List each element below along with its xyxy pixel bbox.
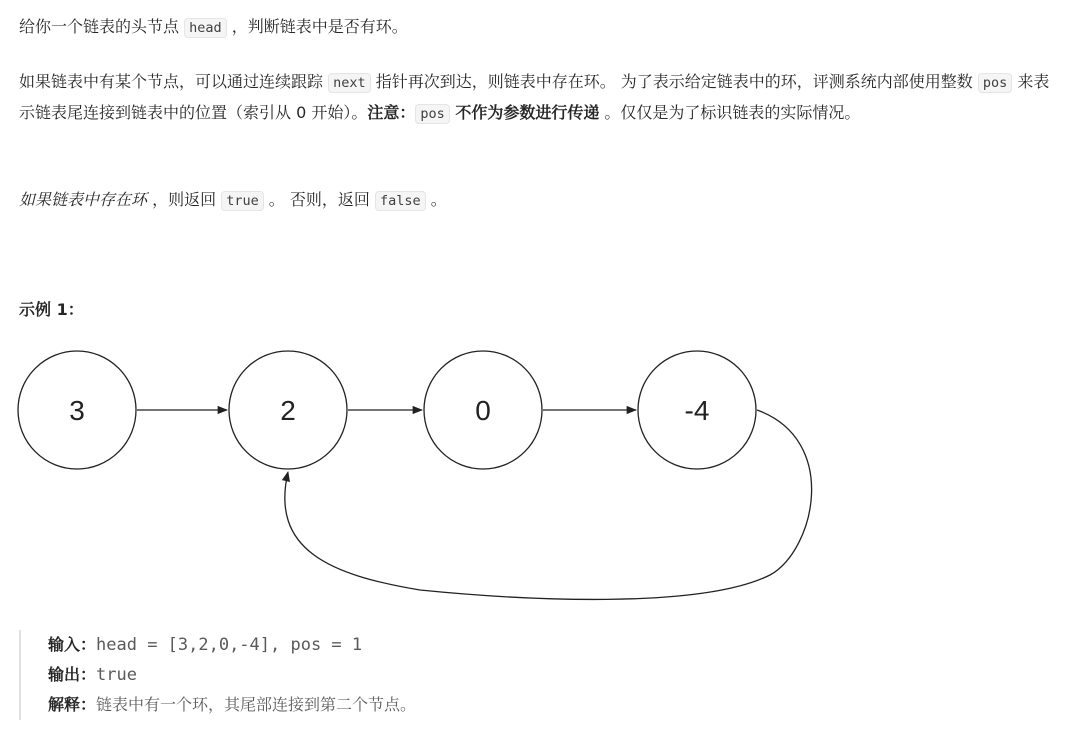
code-true: true [221, 191, 264, 211]
input-label: 输入： [48, 635, 97, 654]
svg-text:0: 0 [475, 395, 491, 426]
example-heading: 示例 1： [19, 300, 84, 319]
list-node [229, 351, 347, 469]
output-value: true [96, 665, 137, 685]
example-output [48, 660, 648, 690]
code-false: false [375, 191, 426, 211]
description-paragraph: 如果链表中有某个节点，可以通过连续跟踪 next 指针再次到达，则链表中存在环。 为了表示给定链表中的环，评测系统内部使用整数 pos 来表示链表尾连接到链表中的位置（索引从 0 开始）。注意： pos 不作为参数进行传递 。仅仅是为了标识链表的实际情况。 [19, 72, 1050, 122]
output-label: 输出： [48, 665, 97, 684]
note-label: 注意： [367, 103, 416, 122]
example-input [48, 630, 648, 660]
note-text: 不作为参数进行传递 [449, 103, 600, 122]
intro-paragraph: 给你一个链表的头节点 head ，判断链表中是否有环。 [19, 17, 408, 36]
svg-text:-4: -4 [684, 395, 710, 426]
return-paragraph: 如果链表中存在环 ，则返回 true 。 否则，返回 false 。 [19, 190, 447, 209]
linked-list-diagram [0, 350, 1070, 620]
input-value: head = [3,2,0,-4], pos = 1 [96, 635, 363, 655]
list-node [638, 351, 756, 469]
svg-text:3: 3 [69, 395, 85, 426]
example-block [19, 630, 648, 720]
explain-value: 链表中有一个环，其尾部连接到第二个节点。 [96, 695, 417, 714]
example-explanation [48, 690, 648, 720]
explain-label: 解释： [48, 695, 97, 714]
list-node [18, 351, 136, 469]
cycle-condition: 如果链表中存在环 [19, 190, 148, 209]
code-head: head [184, 18, 227, 38]
code-next: next [328, 73, 371, 93]
list-node [424, 351, 542, 469]
code-pos-note: pos [415, 104, 449, 124]
code-pos: pos [978, 73, 1012, 93]
svg-text:2: 2 [280, 395, 296, 426]
